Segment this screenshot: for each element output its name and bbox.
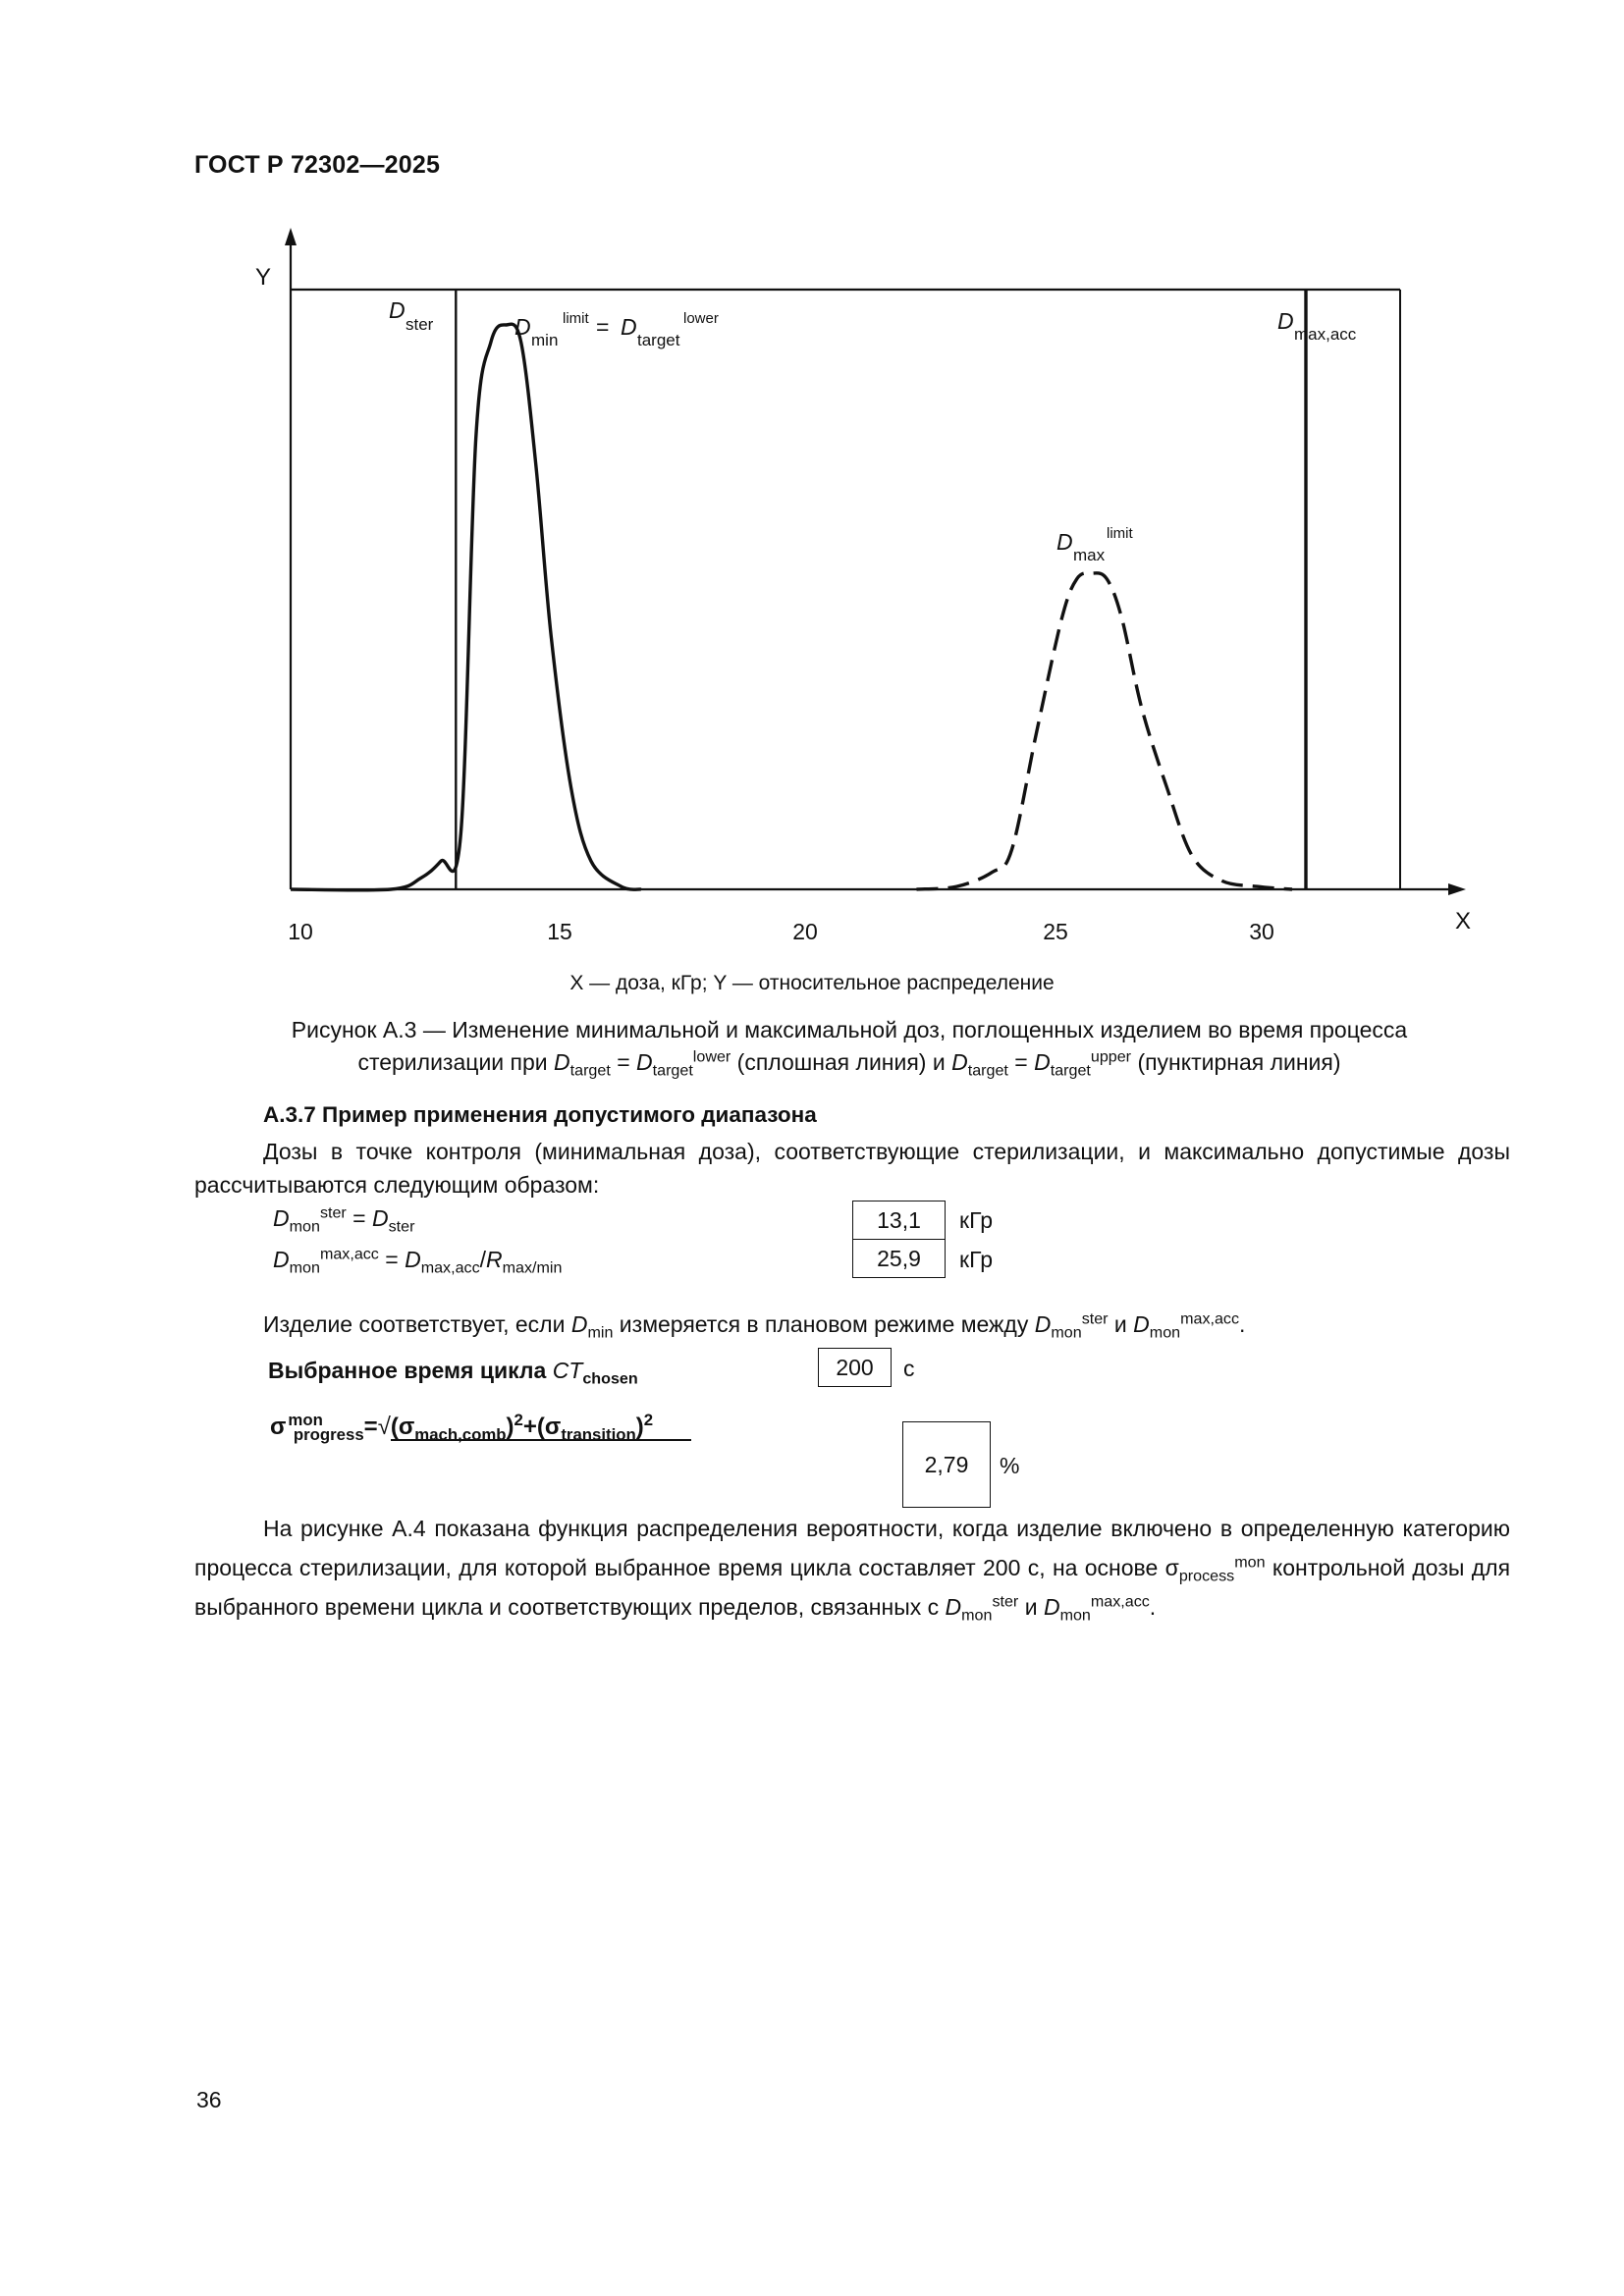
sigma-value-box: 2,79 [902,1421,991,1508]
svg-text:D: D [389,297,406,323]
x-axis-arrow [1448,883,1466,895]
annotation-d-max-limit [1056,525,1133,564]
formula-dmon-maxacc: $D_{mon}^{max,acc} = D_{max,acc}/R_{max/min}$ [273,1245,563,1277]
figure-caption-line2: стерилизации при $D_{target} = D_{target}^{lower}$ (сплошная линия) и $D_{target} = D_{target}^{upper}$ (пунктирная линия) [357,1047,1341,1080]
cycle-time-label: Выбранное время цикла $CT_{chosen}$ [268,1358,638,1388]
conformance-sentence: Изделие соответствует, если $D_{min}$ измеряется в плановом режиме между $D_{mon}^{ster}$ и $D_{mon}^{max,acc}$. [263,1309,1246,1342]
svg-text:D: D [514,314,531,340]
svg-text:D: D [1056,529,1073,555]
svg-text:max: max [1073,546,1106,564]
svg-text:max,acc: max,acc [1294,325,1357,344]
svg-text:=: = [596,314,610,340]
figure-caption [236,1014,1463,1079]
page-number: 36 [196,2087,222,2112]
figure-caption-line1: Рисунок А.3 — Изменение минимальной и максимальной доз, поглощенных изделием во время процесса [291,1017,1408,1042]
section-heading: А.3.7 Пример применения допустимого диапазона [263,1102,817,1127]
intro-paragraph: Дозы в точке контроля (минимальная доза), соответствующие стерилизации, и максимально допустимые дозы рассчитываются следующим образом: [194,1139,1510,1198]
dose-distribution-chart [0,0,1624,982]
figure-a4-paragraph: На рисунке А.4 показана функция распределения вероятности, когда изделие включено в определенную категорию процесса стерилизации, для которой выбранное время цикла составляет 200 с, на основе $\sigma_{process}^{mon}$ контрольной дозы для выбранного времени цикла и соответствующих пределов, связанных с $D_{mon}^{ster}$ и $D_{mon}^{max,acc}$. [194,1516,1511,1625]
x-tick-label: 30 [1249,919,1274,944]
formula-dmon-ster: $D_{mon}^{ster} = D_{ster}$ [273,1203,415,1236]
svg-text:D: D [1277,308,1294,334]
series-solid-curve [291,324,641,890]
svg-text:target: target [637,331,680,349]
radical-overbar [391,1439,691,1441]
cycle-time-value-box: 200 [818,1348,892,1387]
svg-text:lower: lower [683,310,719,327]
svg-text:limit: limit [563,310,589,327]
annotation-d-min-eq-d-target-lower [514,310,719,349]
svg-text:ster: ster [406,315,434,334]
dmon-maxacc-unit: кГр [959,1247,994,1272]
annotation-d-max-acc [1277,308,1357,344]
x-tick-label: 10 [288,919,313,944]
dmon-ster-value-box: 13,1 [852,1201,946,1240]
svg-text:D: D [621,314,637,340]
dmon-maxacc-value-box: 25,9 [852,1239,946,1278]
svg-text:min: min [531,331,559,349]
x-tick-label: 20 [792,919,818,944]
x-axis-label: X [1455,908,1472,934]
x-tick-label: 25 [1043,919,1068,944]
sigma-unit: % [1000,1453,1020,1478]
sigma-progress-formula: σ $^{mon}_{progress}=√(\sigma_{mach,comb})^2+(\sigma_{transition})^2$ [270,1411,654,1444]
cycle-time-unit: с [903,1356,915,1381]
svg-text:limit: limit [1107,525,1133,542]
series-dashed-curve [917,573,1293,889]
figure-legend: X — доза, кГр; Y — относительное распределение [569,972,1055,994]
annotation-d-ster [389,297,434,334]
document-code: ГОСТ Р 72302—2025 [194,151,441,179]
x-tick-label: 15 [547,919,572,944]
dmon-ster-unit: кГр [959,1207,994,1233]
y-axis-arrow [285,228,297,245]
y-axis-label: Y [255,264,272,291]
